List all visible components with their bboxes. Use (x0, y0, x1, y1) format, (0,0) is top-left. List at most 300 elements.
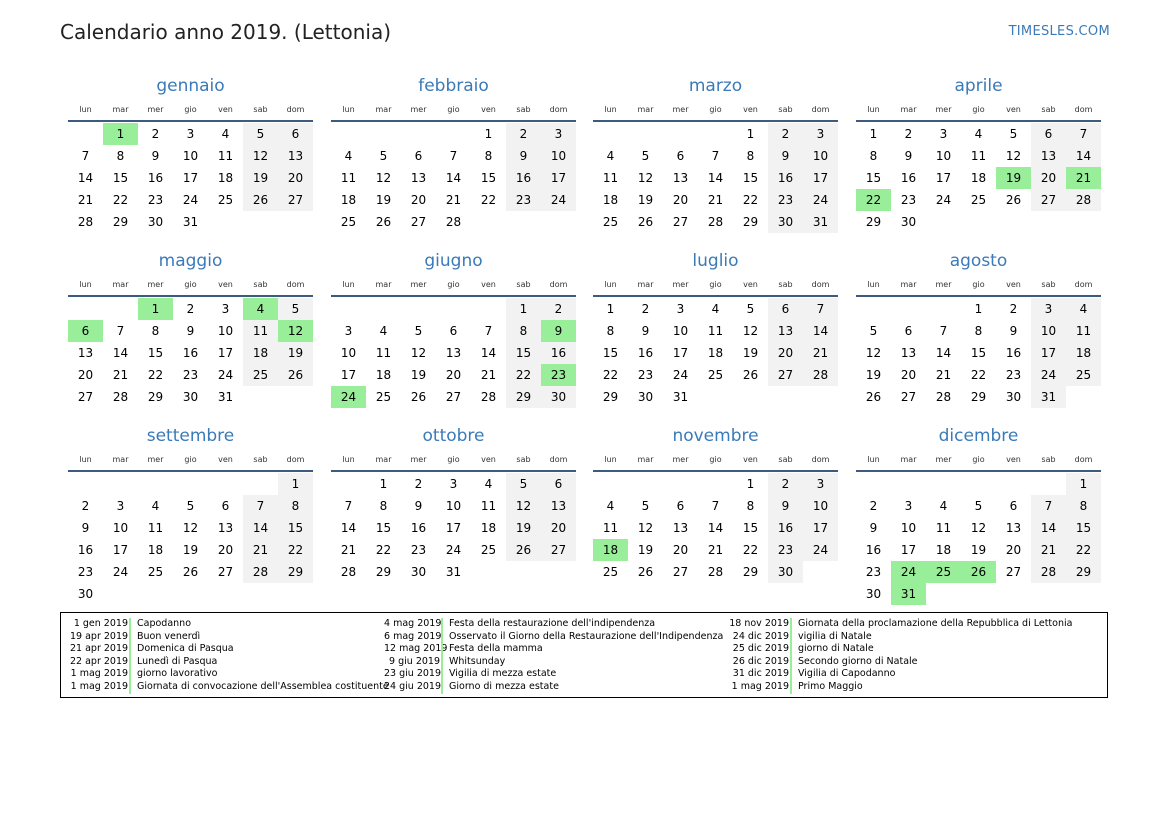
day-cell[interactable]: 16 (768, 167, 803, 189)
day-cell[interactable]: 27 (672, 565, 689, 579)
day-cell[interactable]: 30 (410, 565, 427, 579)
day-cell[interactable]: 23 (410, 543, 427, 557)
day-cell[interactable]: 22 (602, 368, 619, 382)
day-cell[interactable]: 12 (182, 521, 199, 535)
day-cell[interactable]: 7 (803, 298, 838, 320)
day-cell[interactable]: 2 (186, 302, 195, 316)
day-cell[interactable]: 19 (865, 368, 882, 382)
day-cell[interactable]: 25 (602, 565, 619, 579)
day-cell[interactable]: 4 (221, 127, 230, 141)
day-cell[interactable]: 12 (506, 495, 541, 517)
day-cell[interactable]: 25 (217, 193, 234, 207)
day-cell[interactable]: 26 (506, 539, 541, 561)
day-cell[interactable]: 14 (707, 521, 724, 535)
day-cell[interactable]: 12 (410, 346, 427, 360)
day-cell[interactable]: 23 (147, 193, 164, 207)
day-cell[interactable]: 23 (865, 565, 882, 579)
day-cell[interactable]: 27 (217, 565, 234, 579)
day-cell[interactable]: 24 (1031, 364, 1066, 386)
day-cell[interactable]: 2 (541, 298, 576, 320)
day-cell[interactable]: 22 (278, 539, 313, 561)
day-cell[interactable]: 14 (445, 171, 462, 185)
day-cell[interactable]: 8 (278, 495, 313, 517)
day-cell[interactable]: 19 (182, 543, 199, 557)
day-cell[interactable]: 7 (711, 499, 720, 513)
day-cell[interactable]: 8 (116, 149, 125, 163)
day-cell[interactable]: 2 (506, 123, 541, 145)
day-cell[interactable]: 6 (1009, 499, 1018, 513)
day-cell[interactable]: 19 (243, 167, 278, 189)
day-cell[interactable]: 21 (77, 193, 94, 207)
day-cell[interactable]: 17 (340, 368, 357, 382)
day-cell[interactable]: 15 (375, 521, 392, 535)
day-cell[interactable]: 18 (375, 368, 392, 382)
day-cell[interactable]: 13 (900, 346, 917, 360)
day-cell[interactable]: 19 (410, 368, 427, 382)
day-cell[interactable]: 14 (935, 346, 952, 360)
day-cell[interactable]: 24 (803, 189, 838, 211)
day-cell[interactable]: 15 (112, 171, 129, 185)
day-cell[interactable]: 19 (637, 543, 654, 557)
day-cell[interactable]: 9 (414, 499, 423, 513)
day-cell[interactable]: 17 (1031, 342, 1066, 364)
day-cell[interactable]: 17 (541, 167, 576, 189)
day-cell[interactable]: 16 (1005, 346, 1022, 360)
day-cell[interactable]: 22 (147, 368, 164, 382)
day-cell[interactable]: 9 (151, 149, 160, 163)
day-cell[interactable]: 22 (112, 193, 129, 207)
day-cell[interactable]: 20 (77, 368, 94, 382)
day-cell[interactable]: 7 (243, 495, 278, 517)
day-cell[interactable]: 18 (935, 543, 952, 557)
day-cell[interactable]: 6 (676, 499, 685, 513)
day-cell[interactable]: 18 (602, 193, 619, 207)
day-cell[interactable]: 6 (676, 149, 685, 163)
day-cell[interactable]: 6 (904, 324, 913, 338)
site-logo-link[interactable]: TIMESLES.COM (1008, 24, 1110, 39)
day-cell[interactable]: 27 (1031, 189, 1066, 211)
day-cell[interactable]: 21 (707, 193, 724, 207)
day-cell[interactable]: 10 (182, 149, 199, 163)
day-cell[interactable]: 1 (746, 127, 755, 141)
day-cell[interactable]: 4 (974, 127, 983, 141)
day-cell[interactable]: 5 (641, 149, 650, 163)
holiday-day-cell[interactable]: 24 (331, 386, 366, 408)
day-cell[interactable]: 5 (506, 473, 541, 495)
day-cell[interactable]: 28 (480, 390, 497, 404)
day-cell[interactable]: 1 (484, 127, 493, 141)
day-cell[interactable]: 22 (480, 193, 497, 207)
day-cell[interactable]: 29 (970, 390, 987, 404)
day-cell[interactable]: 1 (606, 302, 615, 316)
day-cell[interactable]: 16 (410, 521, 427, 535)
day-cell[interactable]: 18 (707, 346, 724, 360)
day-cell[interactable]: 5 (379, 149, 388, 163)
day-cell[interactable]: 21 (1031, 539, 1066, 561)
day-cell[interactable]: 13 (672, 521, 689, 535)
day-cell[interactable]: 7 (484, 324, 493, 338)
day-cell[interactable]: 22 (742, 193, 759, 207)
day-cell[interactable]: 18 (147, 543, 164, 557)
day-cell[interactable]: 23 (768, 189, 803, 211)
day-cell[interactable]: 17 (445, 521, 462, 535)
holiday-day-cell[interactable]: 23 (541, 364, 576, 386)
day-cell[interactable]: 18 (243, 342, 278, 364)
day-cell[interactable]: 26 (410, 390, 427, 404)
day-cell[interactable]: 27 (77, 390, 94, 404)
day-cell[interactable]: 21 (480, 368, 497, 382)
day-cell[interactable]: 8 (379, 499, 388, 513)
day-cell[interactable]: 21 (707, 543, 724, 557)
day-cell[interactable]: 9 (869, 521, 878, 535)
day-cell[interactable]: 3 (803, 123, 838, 145)
day-cell[interactable]: 3 (449, 477, 458, 491)
day-cell[interactable]: 2 (869, 499, 878, 513)
day-cell[interactable]: 16 (182, 346, 199, 360)
day-cell[interactable]: 8 (869, 149, 878, 163)
day-cell[interactable]: 12 (1005, 149, 1022, 163)
day-cell[interactable]: 8 (746, 149, 755, 163)
day-cell[interactable]: 19 (742, 346, 759, 360)
day-cell[interactable]: 29 (742, 215, 759, 229)
day-cell[interactable]: 27 (410, 215, 427, 229)
day-cell[interactable]: 18 (480, 521, 497, 535)
day-cell[interactable]: 4 (484, 477, 493, 491)
day-cell[interactable]: 13 (541, 495, 576, 517)
day-cell[interactable]: 1 (974, 302, 983, 316)
day-cell[interactable]: 12 (243, 145, 278, 167)
day-cell[interactable]: 18 (217, 171, 234, 185)
day-cell[interactable]: 28 (707, 565, 724, 579)
holiday-day-cell[interactable]: 21 (1066, 167, 1101, 189)
day-cell[interactable]: 15 (970, 346, 987, 360)
day-cell[interactable]: 16 (768, 517, 803, 539)
day-cell[interactable]: 28 (243, 561, 278, 583)
day-cell[interactable]: 2 (151, 127, 160, 141)
day-cell[interactable]: 24 (182, 193, 199, 207)
day-cell[interactable]: 3 (221, 302, 230, 316)
day-cell[interactable]: 27 (445, 390, 462, 404)
day-cell[interactable]: 31 (445, 565, 462, 579)
day-cell[interactable]: 1 (379, 477, 388, 491)
day-cell[interactable]: 20 (1005, 543, 1022, 557)
day-cell[interactable]: 30 (147, 215, 164, 229)
day-cell[interactable]: 11 (935, 521, 952, 535)
day-cell[interactable]: 23 (1005, 368, 1022, 382)
day-cell[interactable]: 31 (182, 215, 199, 229)
day-cell[interactable]: 9 (186, 324, 195, 338)
day-cell[interactable]: 10 (803, 495, 838, 517)
day-cell[interactable]: 2 (768, 473, 803, 495)
day-cell[interactable]: 31 (1031, 386, 1066, 408)
day-cell[interactable]: 26 (865, 390, 882, 404)
day-cell[interactable]: 26 (243, 189, 278, 211)
day-cell[interactable]: 9 (904, 149, 913, 163)
day-cell[interactable]: 29 (506, 386, 541, 408)
day-cell[interactable]: 4 (379, 324, 388, 338)
day-cell[interactable]: 29 (1066, 561, 1101, 583)
day-cell[interactable]: 12 (637, 521, 654, 535)
day-cell[interactable]: 29 (278, 561, 313, 583)
day-cell[interactable]: 22 (375, 543, 392, 557)
day-cell[interactable]: 10 (445, 499, 462, 513)
day-cell[interactable]: 13 (1005, 521, 1022, 535)
day-cell[interactable]: 3 (1031, 298, 1066, 320)
day-cell[interactable]: 4 (1066, 298, 1101, 320)
day-cell[interactable]: 3 (344, 324, 353, 338)
day-cell[interactable]: 25 (375, 390, 392, 404)
day-cell[interactable]: 20 (445, 368, 462, 382)
holiday-day-cell[interactable]: 4 (243, 298, 278, 320)
day-cell[interactable]: 16 (147, 171, 164, 185)
day-cell[interactable]: 19 (506, 517, 541, 539)
day-cell[interactable]: 9 (641, 324, 650, 338)
day-cell[interactable]: 28 (1066, 189, 1101, 211)
day-cell[interactable]: 14 (340, 521, 357, 535)
holiday-day-cell[interactable]: 31 (891, 583, 926, 605)
day-cell[interactable]: 16 (541, 342, 576, 364)
day-cell[interactable]: 30 (182, 390, 199, 404)
day-cell[interactable]: 17 (803, 167, 838, 189)
holiday-day-cell[interactable]: 25 (926, 561, 961, 583)
day-cell[interactable]: 25 (480, 543, 497, 557)
day-cell[interactable]: 26 (637, 215, 654, 229)
day-cell[interactable]: 13 (217, 521, 234, 535)
day-cell[interactable]: 2 (81, 499, 90, 513)
day-cell[interactable]: 16 (900, 171, 917, 185)
day-cell[interactable]: 14 (707, 171, 724, 185)
day-cell[interactable]: 27 (541, 539, 576, 561)
day-cell[interactable]: 29 (865, 215, 882, 229)
day-cell[interactable]: 1 (746, 477, 755, 491)
day-cell[interactable]: 28 (112, 390, 129, 404)
day-cell[interactable]: 17 (112, 543, 129, 557)
holiday-day-cell[interactable]: 22 (856, 189, 891, 211)
day-cell[interactable]: 5 (641, 499, 650, 513)
day-cell[interactable]: 26 (182, 565, 199, 579)
day-cell[interactable]: 24 (541, 189, 576, 211)
day-cell[interactable]: 8 (484, 149, 493, 163)
day-cell[interactable]: 8 (974, 324, 983, 338)
day-cell[interactable]: 27 (672, 215, 689, 229)
day-cell[interactable]: 28 (445, 215, 462, 229)
day-cell[interactable]: 6 (278, 123, 313, 145)
day-cell[interactable]: 10 (935, 149, 952, 163)
day-cell[interactable]: 1 (1066, 473, 1101, 495)
day-cell[interactable]: 20 (541, 517, 576, 539)
day-cell[interactable]: 27 (768, 364, 803, 386)
day-cell[interactable]: 18 (1066, 342, 1101, 364)
day-cell[interactable]: 11 (217, 149, 234, 163)
day-cell[interactable]: 25 (1066, 364, 1101, 386)
day-cell[interactable]: 20 (768, 342, 803, 364)
day-cell[interactable]: 29 (375, 565, 392, 579)
day-cell[interactable]: 23 (768, 539, 803, 561)
day-cell[interactable]: 27 (278, 189, 313, 211)
day-cell[interactable]: 10 (1031, 320, 1066, 342)
day-cell[interactable]: 20 (672, 543, 689, 557)
day-cell[interactable]: 5 (1009, 127, 1018, 141)
day-cell[interactable]: 21 (935, 368, 952, 382)
day-cell[interactable]: 20 (672, 193, 689, 207)
day-cell[interactable]: 1 (869, 127, 878, 141)
day-cell[interactable]: 14 (112, 346, 129, 360)
day-cell[interactable]: 16 (865, 543, 882, 557)
day-cell[interactable]: 7 (116, 324, 125, 338)
day-cell[interactable]: 20 (217, 543, 234, 557)
day-cell[interactable]: 14 (1066, 145, 1101, 167)
day-cell[interactable]: 10 (340, 346, 357, 360)
day-cell[interactable]: 11 (340, 171, 357, 185)
day-cell[interactable]: 19 (637, 193, 654, 207)
day-cell[interactable]: 24 (803, 539, 838, 561)
day-cell[interactable]: 29 (147, 390, 164, 404)
day-cell[interactable]: 3 (116, 499, 125, 513)
day-cell[interactable]: 30 (768, 561, 803, 583)
day-cell[interactable]: 19 (278, 342, 313, 364)
holiday-day-cell[interactable]: 9 (541, 320, 576, 342)
day-cell[interactable]: 13 (1031, 145, 1066, 167)
holiday-day-cell[interactable]: 12 (278, 320, 313, 342)
day-cell[interactable]: 18 (970, 171, 987, 185)
day-cell[interactable]: 20 (410, 193, 427, 207)
day-cell[interactable]: 7 (711, 149, 720, 163)
day-cell[interactable]: 30 (77, 587, 94, 601)
day-cell[interactable]: 14 (1031, 517, 1066, 539)
day-cell[interactable]: 1 (278, 473, 313, 495)
day-cell[interactable]: 2 (768, 123, 803, 145)
day-cell[interactable]: 15 (865, 171, 882, 185)
day-cell[interactable]: 15 (742, 171, 759, 185)
day-cell[interactable]: 25 (340, 215, 357, 229)
day-cell[interactable]: 26 (637, 565, 654, 579)
day-cell[interactable]: 5 (869, 324, 878, 338)
day-cell[interactable]: 15 (147, 346, 164, 360)
day-cell[interactable]: 17 (900, 543, 917, 557)
day-cell[interactable]: 4 (711, 302, 720, 316)
day-cell[interactable]: 6 (768, 298, 803, 320)
day-cell[interactable]: 11 (602, 171, 619, 185)
day-cell[interactable]: 23 (900, 193, 917, 207)
day-cell[interactable]: 24 (217, 368, 234, 382)
day-cell[interactable]: 17 (182, 171, 199, 185)
day-cell[interactable]: 17 (935, 171, 952, 185)
day-cell[interactable]: 5 (746, 302, 755, 316)
day-cell[interactable]: 30 (900, 215, 917, 229)
day-cell[interactable]: 7 (1066, 123, 1101, 145)
day-cell[interactable]: 31 (803, 211, 838, 233)
day-cell[interactable]: 13 (672, 171, 689, 185)
day-cell[interactable]: 21 (243, 539, 278, 561)
day-cell[interactable]: 3 (904, 499, 913, 513)
day-cell[interactable]: 21 (340, 543, 357, 557)
day-cell[interactable]: 14 (480, 346, 497, 360)
day-cell[interactable]: 11 (1066, 320, 1101, 342)
day-cell[interactable]: 28 (803, 364, 838, 386)
day-cell[interactable]: 13 (768, 320, 803, 342)
day-cell[interactable]: 13 (278, 145, 313, 167)
day-cell[interactable]: 14 (243, 517, 278, 539)
day-cell[interactable]: 17 (217, 346, 234, 360)
day-cell[interactable]: 11 (480, 499, 497, 513)
day-cell[interactable]: 16 (77, 543, 94, 557)
day-cell[interactable]: 7 (344, 499, 353, 513)
day-cell[interactable]: 4 (939, 499, 948, 513)
day-cell[interactable]: 15 (506, 342, 541, 364)
day-cell[interactable]: 2 (904, 127, 913, 141)
holiday-day-cell[interactable]: 1 (138, 298, 173, 320)
day-cell[interactable]: 17 (672, 346, 689, 360)
day-cell[interactable]: 27 (1005, 565, 1022, 579)
day-cell[interactable]: 6 (1031, 123, 1066, 145)
day-cell[interactable]: 2 (414, 477, 423, 491)
day-cell[interactable]: 4 (151, 499, 160, 513)
day-cell[interactable]: 30 (768, 211, 803, 233)
day-cell[interactable]: 26 (1005, 193, 1022, 207)
day-cell[interactable]: 22 (506, 364, 541, 386)
day-cell[interactable]: 10 (803, 145, 838, 167)
day-cell[interactable]: 30 (637, 390, 654, 404)
day-cell[interactable]: 15 (1066, 517, 1101, 539)
day-cell[interactable]: 3 (676, 302, 685, 316)
day-cell[interactable]: 7 (81, 149, 90, 163)
day-cell[interactable]: 11 (147, 521, 164, 535)
day-cell[interactable]: 26 (742, 368, 759, 382)
day-cell[interactable]: 8 (151, 324, 160, 338)
day-cell[interactable]: 3 (939, 127, 948, 141)
day-cell[interactable]: 22 (1066, 539, 1101, 561)
day-cell[interactable]: 2 (641, 302, 650, 316)
day-cell[interactable]: 12 (742, 324, 759, 338)
day-cell[interactable]: 23 (506, 189, 541, 211)
day-cell[interactable]: 30 (1005, 390, 1022, 404)
holiday-day-cell[interactable]: 1 (103, 123, 138, 145)
day-cell[interactable]: 24 (935, 193, 952, 207)
day-cell[interactable]: 15 (278, 517, 313, 539)
day-cell[interactable]: 14 (77, 171, 94, 185)
holiday-day-cell[interactable]: 6 (68, 320, 103, 342)
day-cell[interactable]: 3 (541, 123, 576, 145)
day-cell[interactable]: 4 (344, 149, 353, 163)
day-cell[interactable]: 12 (970, 521, 987, 535)
day-cell[interactable]: 11 (707, 324, 724, 338)
day-cell[interactable]: 31 (217, 390, 234, 404)
day-cell[interactable]: 29 (742, 565, 759, 579)
day-cell[interactable]: 20 (900, 368, 917, 382)
day-cell[interactable]: 7 (939, 324, 948, 338)
day-cell[interactable]: 24 (445, 543, 462, 557)
day-cell[interactable]: 22 (742, 543, 759, 557)
day-cell[interactable]: 6 (221, 499, 230, 513)
day-cell[interactable]: 30 (865, 587, 882, 601)
day-cell[interactable]: 13 (410, 171, 427, 185)
day-cell[interactable]: 23 (182, 368, 199, 382)
day-cell[interactable]: 28 (707, 215, 724, 229)
day-cell[interactable]: 6 (449, 324, 458, 338)
day-cell[interactable]: 5 (278, 298, 313, 320)
day-cell[interactable]: 8 (506, 320, 541, 342)
day-cell[interactable]: 14 (803, 320, 838, 342)
day-cell[interactable]: 13 (77, 346, 94, 360)
day-cell[interactable]: 9 (1009, 324, 1018, 338)
day-cell[interactable]: 25 (147, 565, 164, 579)
holiday-day-cell[interactable]: 24 (891, 561, 926, 583)
day-cell[interactable]: 9 (768, 495, 803, 517)
day-cell[interactable]: 5 (414, 324, 423, 338)
day-cell[interactable]: 19 (375, 193, 392, 207)
day-cell[interactable]: 16 (506, 167, 541, 189)
day-cell[interactable]: 5 (974, 499, 983, 513)
